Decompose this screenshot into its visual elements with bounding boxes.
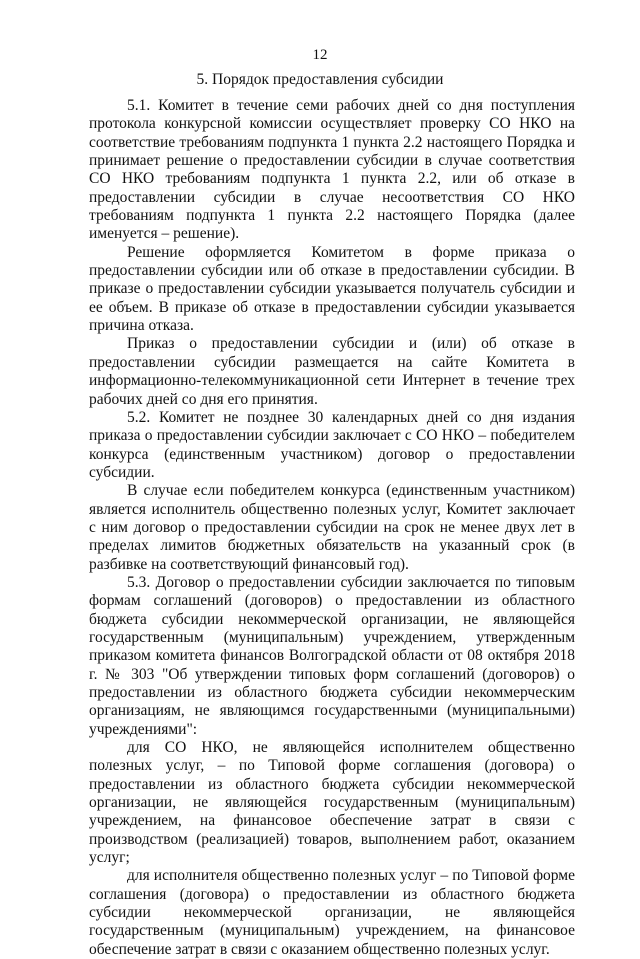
- page-number: 12: [312, 47, 328, 63]
- paragraph-decision-form: Решение оформляется Комитетом в форме приказа о предоставлении субсидии или об отказе в предоставлении субсидии. В приказе о предоставлении субсидии указывается получатель субсидии и ее объем. В приказе об отказе в предоставлении субсидии указывается причина отказа.: [89, 243, 575, 335]
- paragraph-provider-standard-form: для исполнителя общественно полезных услуг – по Типовой форме соглашения (договора) о предоставлении из областного бюджета субсидии некоммерческой организации, не являющейся государственным (муниципальным) учреждением, на финансовое обеспечение затрат в связи с оказанием общественно полезных услуг.: [89, 867, 575, 958]
- paragraph-nko-standard-form: для СО НКО, не являющейся исполнителем общественно полезных услуг, – по Типовой форме соглашения (договора) о предоставлении из областного бюджета субсидии некоммерческой организации, не являющейся государственным (муниципальным) учреждением, на финансовое обеспечение затрат в связи с производством (реализацией) товаров, выполнением работ, оказанием услуг;: [89, 739, 575, 867]
- paragraph-order-publication: Приказ о предоставлении субсидии и (или) об отказе в предоставлении субсидии размещается на сайте Комитета в информационно-телекоммуникационной сети Интернет в течение трех рабочих дней со дня его принятия.: [89, 335, 575, 408]
- document-body: [89, 97, 575, 959]
- paragraph-public-services: В случае если победителем конкурса (единственным участником) является исполнитель общественно полезных услуг, Комитет заключает с ним договор о предоставлении субсидии на срок не менее двух лет в пределах лимитов бюджетных обязательств на указанный срок (в разбивке на соответствующий финансовый год).: [89, 482, 575, 573]
- paragraph-5-2: 5.2. Комитет не позднее 30 календарных дней со дня издания приказа о предоставлении субсидии заключает с СО НКО – победителем конкурса (единственным участником) договор о предоставлении субсидии.: [89, 408, 575, 481]
- section-title: 5. Порядок предоставления субсидии: [196, 71, 444, 88]
- paragraph-5-1: 5.1. Комитет в течение семи рабочих дней со дня поступления протокола конкурсной комиссии осуществляет проверку СО НКО на соответствие требованиям подпункта 1 пункта 2.2 настоящего Порядка и принимает решение о предоставлении субсидии в случае соответствия СО НКО требованиям подпункта 1 пункта 2.2, или об отказе в предоставлении субсидии в случае несоответствия СО НКО требованиям подпункта 1 пункта 2.2 настоящего Порядка (далее именуется – решение).: [89, 97, 575, 243]
- paragraph-5-3: 5.3. Договор о предоставлении субсидии заключается по типовым формам соглашений (договоров) о предоставлении из областного бюджета субсидии некоммерческой организации, не являющейся государственным (муниципальным) учреждением, утвержденным приказом комитета финансов Волгоградской области от 08 октября 2018 г. № 303 "Об утверждении типовых форм соглашений (договоров) о предоставлении из областного бюджета субсидии некоммерческим организациям, не являющимся государственными (муниципальными) учреждениями":: [89, 573, 575, 738]
